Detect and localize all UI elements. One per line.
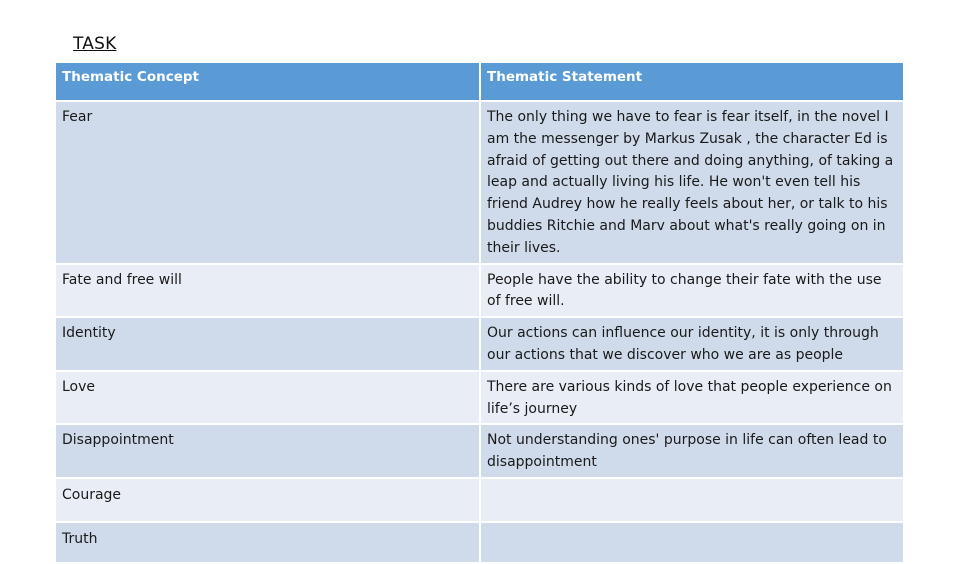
table-row [56,425,903,479]
concept-cell: Fate and free will [56,265,481,319]
statement-cell [481,523,903,564]
table-row [56,102,903,265]
statement-cell: Our actions can influence our identity, it is only through our actions that we discover who we are as people [481,318,903,372]
concept-cell: Fear [56,102,481,265]
statement-cell: People have the ability to change their fate with the use of free will. [481,265,903,319]
header-thematic-statement: Thematic Statement [481,63,903,102]
task-title: TASK [73,34,117,54]
table-row [56,372,903,426]
thematic-table-container [56,63,903,564]
table-header-row [56,63,903,102]
concept-cell: Disappointment [56,425,481,479]
table-row [56,523,903,564]
concept-cell: Love [56,372,481,426]
concept-cell: Courage [56,479,481,523]
concept-cell: Identity [56,318,481,372]
header-thematic-concept: Thematic Concept [56,63,481,102]
concept-cell: Truth [56,523,481,564]
table-row [56,265,903,319]
statement-cell: There are various kinds of love that people experience on life’s journey [481,372,903,426]
statement-cell: Not understanding ones' purpose in life can often lead to disappointment [481,425,903,479]
statement-cell: The only thing we have to fear is fear itself, in the novel I am the messenger by Markus Zusak , the character Ed is afraid of getting out there and doing anything, of taking a leap and actually living his life. He won't even tell his friend Audrey how he really feels about her, or talk to his buddies Ritchie and Marv about what's really going on in their lives. [481,102,903,265]
thematic-table [56,63,903,564]
table-row [56,479,903,523]
table-row [56,318,903,372]
statement-cell [481,479,903,523]
